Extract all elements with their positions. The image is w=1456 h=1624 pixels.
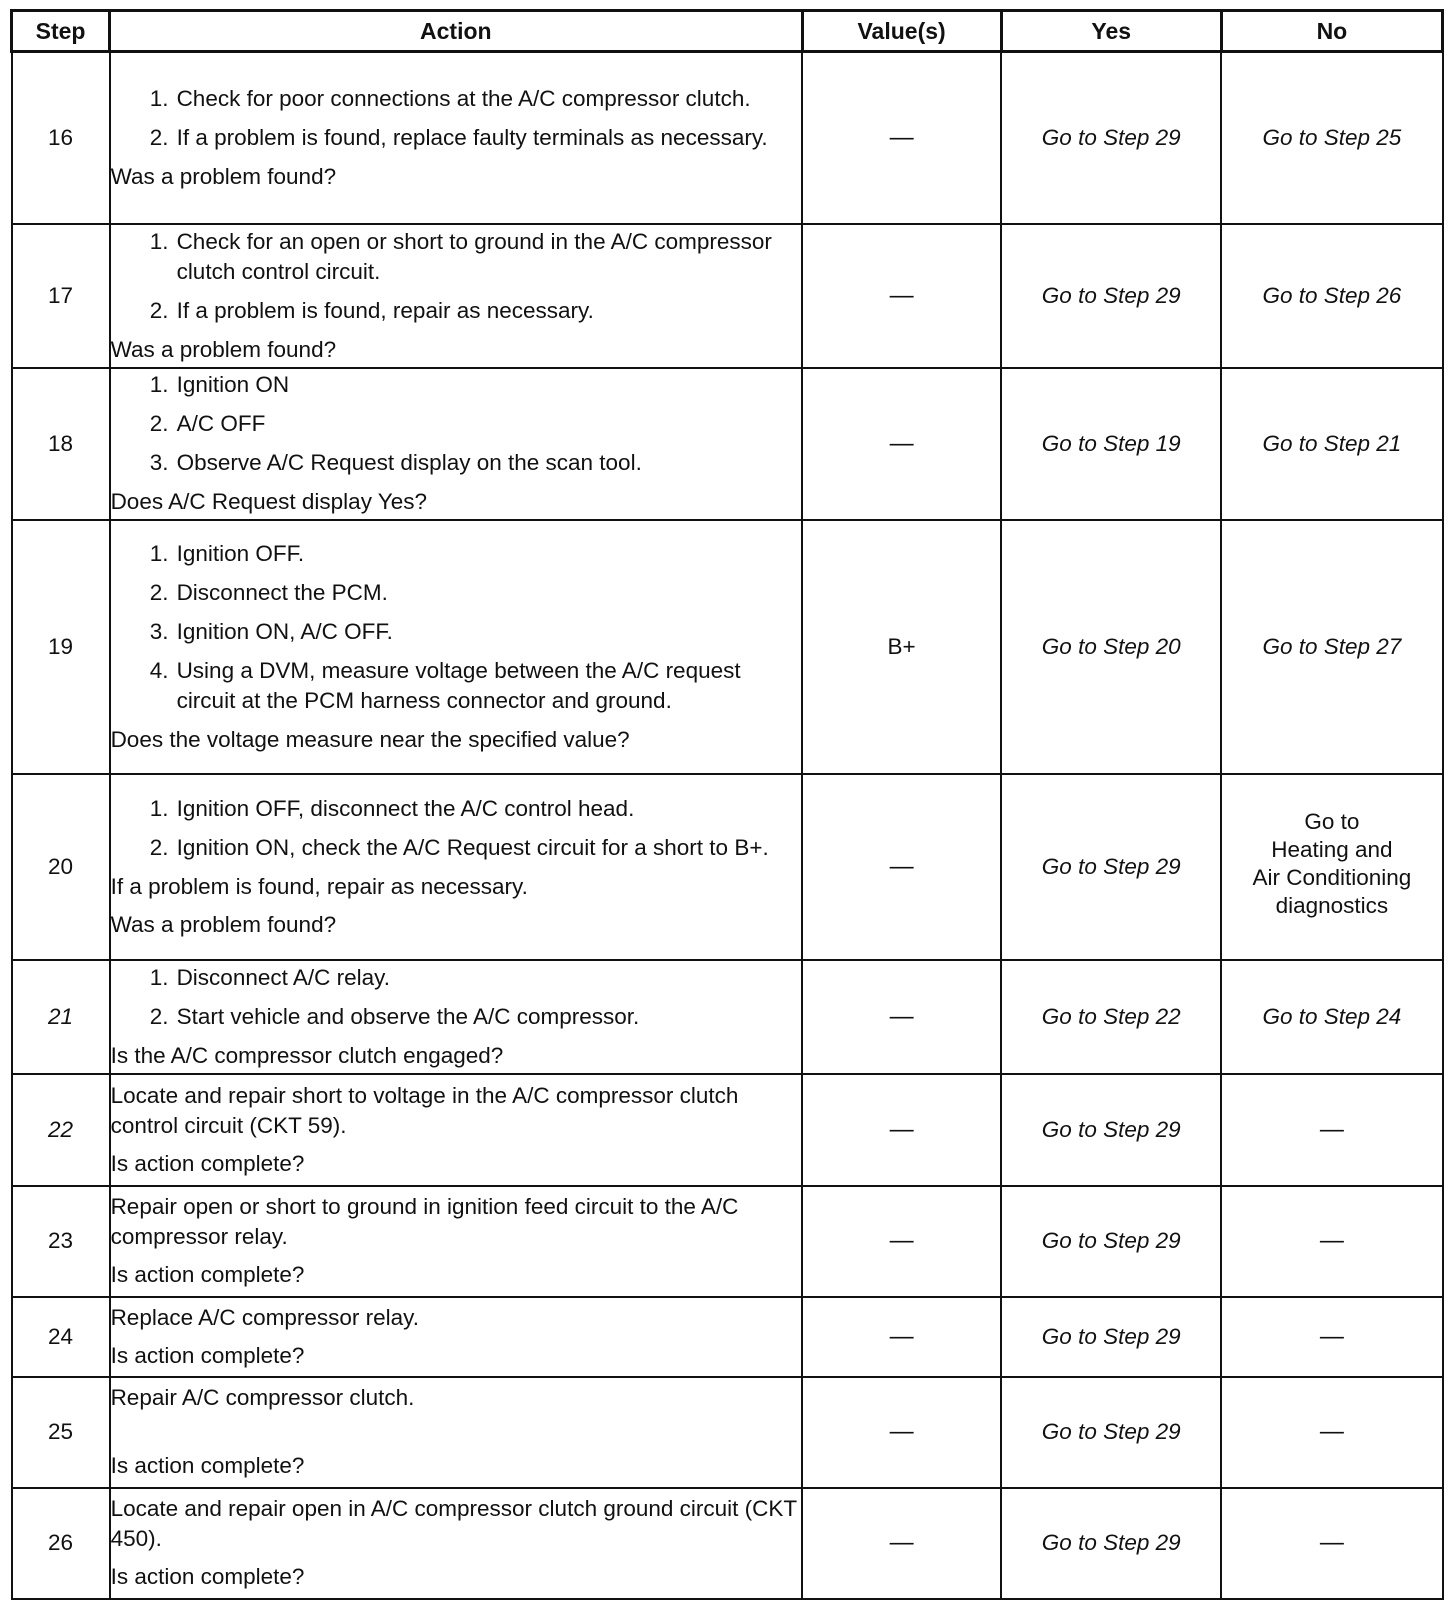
- yes-result: Go to Step 29: [1001, 1377, 1221, 1488]
- header-step: Step: [12, 11, 110, 52]
- table-row: [12, 1297, 1443, 1377]
- table-row: [12, 960, 1443, 1074]
- action-text: Repair A/C compressor clutch.: [110, 1385, 415, 1410]
- action-cell: [110, 774, 802, 960]
- yes-result: Go to Step 29: [1001, 1186, 1221, 1297]
- action-steps: [111, 539, 801, 716]
- no-result: Go to Step 26: [1221, 224, 1442, 368]
- action-question: Was a problem found?: [110, 911, 337, 937]
- action-question: Was a problem found?: [110, 336, 337, 362]
- value-cell: —: [802, 1186, 1001, 1297]
- action-question: Is action complete?: [110, 1453, 305, 1478]
- value-cell: —: [802, 52, 1001, 224]
- step-number: 16: [12, 52, 110, 224]
- value-cell: —: [802, 1377, 1001, 1488]
- list-item: 2. Start vehicle and observe the A/C compressor.: [149, 1003, 640, 1029]
- value-cell: —: [802, 1297, 1001, 1377]
- list-item: 4. Using a DVM, measure voltage between the A/C request circuit at the PCM harness connector and ground.: [149, 657, 741, 713]
- list-item: 1. Check for poor connections at the A/C compressor clutch.: [149, 85, 751, 111]
- action-text: Locate and repair open in A/C compressor clutch ground circuit (CKT 450).: [110, 1496, 797, 1551]
- table-row: [12, 224, 1443, 368]
- step-number: 25: [12, 1377, 110, 1488]
- yes-result: Go to Step 29: [1001, 52, 1221, 224]
- yes-result: Go to Step 20: [1001, 520, 1221, 774]
- list-item: 1. Disconnect A/C relay.: [149, 964, 390, 990]
- action-question: Is the A/C compressor clutch engaged?: [110, 1042, 504, 1068]
- list-item: 1. Ignition OFF.: [149, 540, 305, 566]
- no-result: —: [1221, 1377, 1442, 1488]
- action-cell: [110, 224, 802, 368]
- diagnostic-table: [10, 9, 1444, 1600]
- value-cell: —: [802, 368, 1001, 520]
- action-question: Was a problem found?: [110, 163, 337, 189]
- action-text: Replace A/C compressor relay.: [110, 1304, 420, 1330]
- table-row: [12, 774, 1443, 960]
- action-question: Does A/C Request display Yes?: [110, 489, 428, 514]
- no-result: —: [1221, 1074, 1442, 1186]
- diagnostic-table-container: [10, 9, 1444, 1600]
- value-cell: —: [802, 1488, 1001, 1599]
- list-item: 3. Observe A/C Request display on the scan tool.: [149, 450, 642, 475]
- header-row: [12, 11, 1443, 52]
- action-steps: [111, 794, 801, 863]
- action-cell: [110, 1377, 802, 1488]
- yes-result: Go to Step 22: [1001, 960, 1221, 1074]
- action-steps: [111, 227, 801, 326]
- yes-result: Go to Step 29: [1001, 224, 1221, 368]
- yes-result: Go to Step 29: [1001, 1074, 1221, 1186]
- table-row: [12, 1377, 1443, 1488]
- no-result-line: diagnostics: [1275, 892, 1389, 918]
- header-no: No: [1221, 11, 1442, 52]
- action-steps: [111, 370, 801, 478]
- action-question: Is action complete?: [110, 1150, 305, 1176]
- no-result: —: [1221, 1186, 1442, 1297]
- yes-result: Go to Step 29: [1001, 774, 1221, 960]
- list-item: 1. Check for an open or short to ground in the A/C compressor clutch control circuit.: [149, 228, 772, 284]
- step-number: 20: [12, 774, 110, 960]
- action-text: Repair open or short to ground in ignition feed circuit to the A/C compressor relay.: [110, 1194, 739, 1249]
- action-cell: [110, 1488, 802, 1599]
- no-result: Go to Step 25: [1221, 52, 1442, 224]
- action-steps: [111, 963, 801, 1032]
- table-row: [12, 520, 1443, 774]
- yes-result: Go to Step 29: [1001, 1297, 1221, 1377]
- action-note: If a problem is found, repair as necessary.: [110, 873, 528, 899]
- table-row: [12, 368, 1443, 520]
- header-yes: Yes: [1001, 11, 1221, 52]
- action-cell: [110, 520, 802, 774]
- no-result: —: [1221, 1488, 1442, 1599]
- step-number: 22: [12, 1074, 110, 1186]
- header-values: Value(s): [802, 11, 1001, 52]
- value-cell: —: [802, 774, 1001, 960]
- list-item: 2. If a problem is found, repair as necessary.: [149, 297, 594, 323]
- table-row: [12, 1488, 1443, 1599]
- step-number: 19: [12, 520, 110, 774]
- step-number: 24: [12, 1297, 110, 1377]
- action-question: Is action complete?: [110, 1262, 305, 1287]
- value-cell: —: [802, 224, 1001, 368]
- action-steps: [111, 84, 801, 153]
- no-result-line: Air Conditioning: [1252, 864, 1412, 890]
- no-result-line: Go to: [1304, 808, 1360, 834]
- no-result-line: Heating and: [1271, 836, 1393, 862]
- value-cell: —: [802, 1074, 1001, 1186]
- header-action: Action: [110, 11, 802, 52]
- step-number: 18: [12, 368, 110, 520]
- table-row: [12, 1186, 1443, 1297]
- yes-result: Go to Step 29: [1001, 1488, 1221, 1599]
- action-question: Is action complete?: [110, 1342, 305, 1368]
- yes-result: Go to Step 19: [1001, 368, 1221, 520]
- action-cell: [110, 1074, 802, 1186]
- table-row: [12, 52, 1443, 224]
- list-item: 1. Ignition OFF, disconnect the A/C control head.: [149, 795, 635, 821]
- action-text: Locate and repair short to voltage in the A/C compressor clutch control circuit (CKT 59).: [110, 1082, 739, 1138]
- no-result: Go to Step 24: [1221, 960, 1442, 1074]
- list-item: 2. Ignition ON, check the A/C Request circuit for a short to B+.: [149, 834, 769, 860]
- table-row: [12, 1074, 1443, 1186]
- no-result: [1221, 774, 1442, 960]
- action-cell: [110, 960, 802, 1074]
- action-cell: [110, 1186, 802, 1297]
- action-question: Does the voltage measure near the specified value?: [110, 726, 630, 752]
- value-cell: B+: [802, 520, 1001, 774]
- step-number: 23: [12, 1186, 110, 1297]
- list-item: 1. Ignition ON: [149, 372, 290, 397]
- list-item: 2. Disconnect the PCM.: [149, 579, 388, 605]
- step-number: 21: [12, 960, 110, 1074]
- list-item: 3. Ignition ON, A/C OFF.: [149, 618, 393, 644]
- action-cell: [110, 52, 802, 224]
- step-number: 26: [12, 1488, 110, 1599]
- action-question: Is action complete?: [110, 1564, 305, 1589]
- step-number: 17: [12, 224, 110, 368]
- action-cell: [110, 368, 802, 520]
- action-cell: [110, 1297, 802, 1377]
- list-item: 2. A/C OFF: [149, 411, 266, 436]
- no-result: —: [1221, 1297, 1442, 1377]
- no-result: Go to Step 27: [1221, 520, 1442, 774]
- value-cell: —: [802, 960, 1001, 1074]
- no-result: Go to Step 21: [1221, 368, 1442, 520]
- list-item: 2. If a problem is found, replace faulty terminals as necessary.: [149, 124, 768, 150]
